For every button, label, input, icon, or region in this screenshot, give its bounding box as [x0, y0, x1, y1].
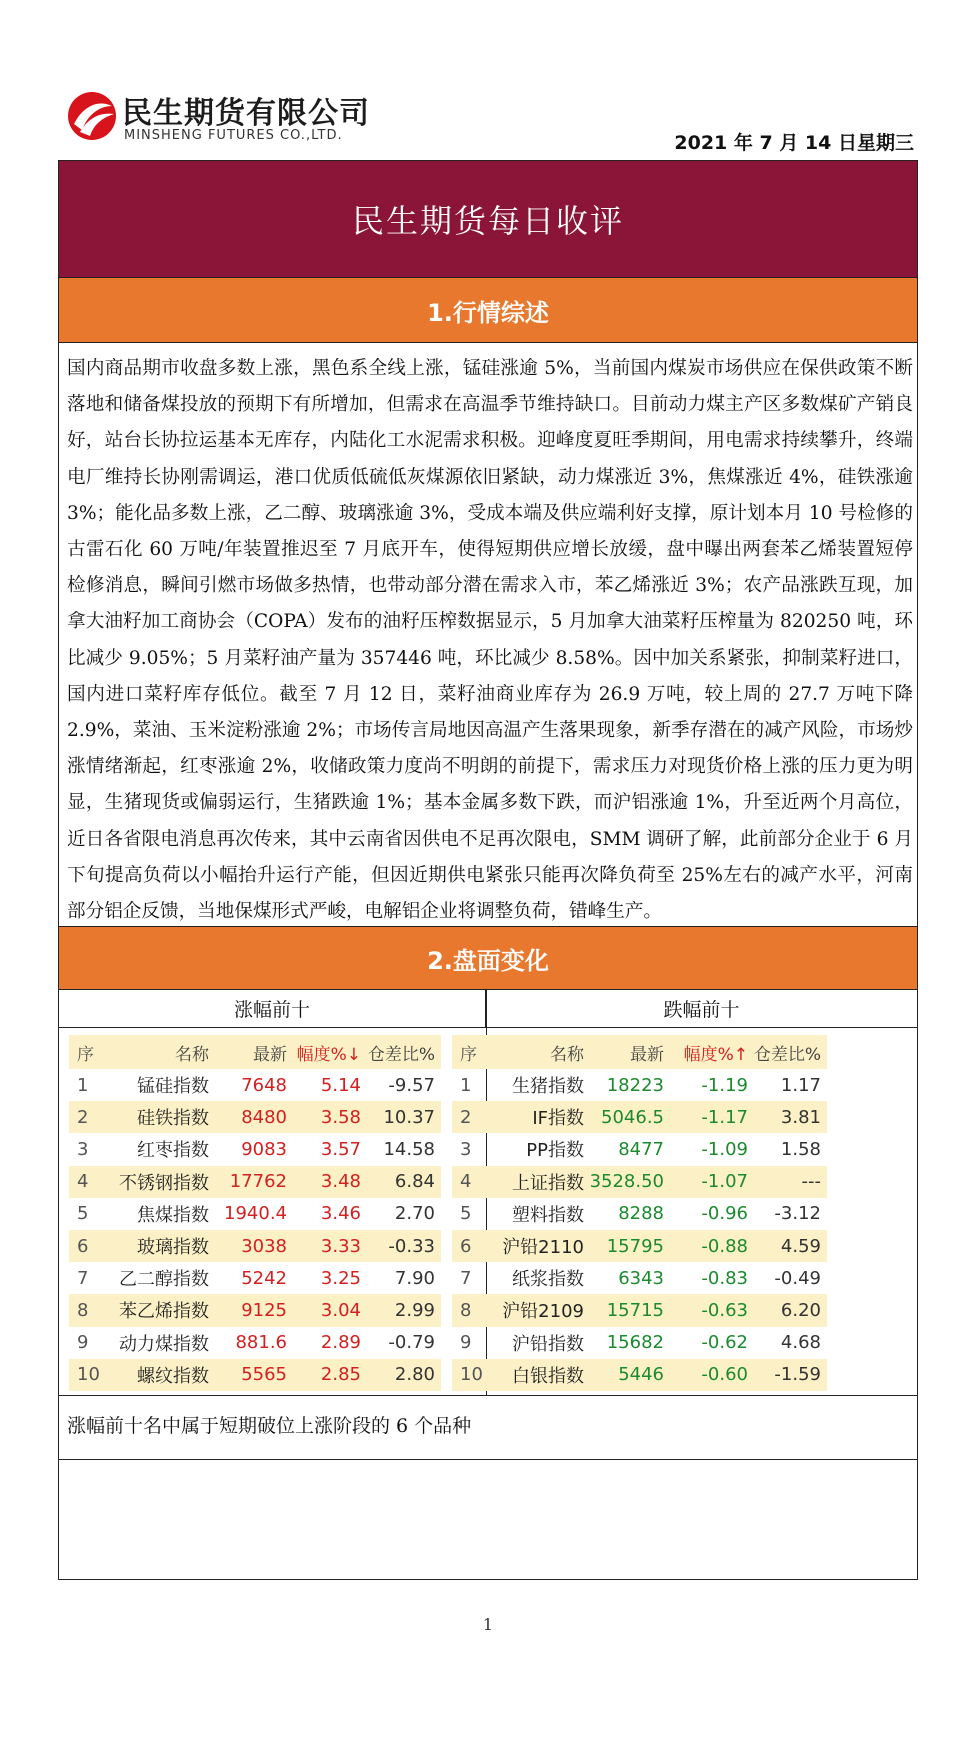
row-name: 纸浆指数 [512, 1269, 584, 1291]
col-change [664, 1040, 748, 1065]
row-oi-ratio: 1.17 [780, 1074, 821, 1096]
row-oi-ratio: 14.58 [383, 1138, 435, 1160]
table-row [69, 1230, 441, 1262]
row-last-price: 8477 [618, 1138, 664, 1160]
row-name: 沪铅2109 [502, 1301, 584, 1323]
table-row [452, 1230, 827, 1262]
page-number: 1 [482, 1615, 494, 1634]
col-change-label: 幅度% [296, 1044, 347, 1065]
row-index: 10 [77, 1364, 100, 1386]
row-oi-ratio: 10.37 [383, 1106, 435, 1128]
table-row [69, 1262, 441, 1294]
row-index: 4 [77, 1171, 89, 1193]
report-date: 2021 年 7 月 14 日星期三 [674, 132, 914, 154]
col-last: 最新 [253, 1044, 287, 1065]
table-row [452, 1294, 827, 1326]
row-last-price: 18223 [606, 1074, 664, 1096]
table-row [69, 1327, 441, 1359]
row-last-price: 7648 [241, 1074, 287, 1096]
row-change: 3.57 [320, 1138, 361, 1160]
col-oi-ratio: 仓差比% [753, 1044, 821, 1065]
row-name: 沪铅指数 [512, 1333, 584, 1355]
row-last-price: 5242 [241, 1267, 287, 1289]
row-last-price: 17762 [229, 1171, 287, 1193]
row-name: 白银指数 [512, 1365, 584, 1387]
table-row [452, 1262, 827, 1294]
table-row [69, 1198, 441, 1230]
row-name: 不锈钢指数 [119, 1172, 209, 1194]
table-row [452, 1166, 827, 1198]
row-name: 锰硅指数 [137, 1076, 209, 1098]
row-last-price: 15795 [606, 1235, 664, 1257]
table-row [452, 1327, 827, 1359]
market-overview-text: 国内商品期市收盘多数上涨，黑色系全线上涨，锰硅涨逾 5%，当前国内煤炭市场供应在保供政策不断落地和储备煤投放的预期下有所增加，但需求在高温季节维持缺口。目前动力煤主产区多数煤矿产销良好，站台长协拉运基本无库存，内陆化工水泥需求积极。迎峰度夏旺季期间，用电需求持续攀升，终端电厂维持长协刚需调运，港口优质低硫低灰煤源依旧紧缺，动力煤涨近 3%，焦煤涨近 4%，硅铁涨逾 3%；能化品多数上涨，乙二醇、玻璃涨逾 3%，受成本端及供应端利好支撑，原计划本月 10 号检修的古雷石化 60 万吨/年装置推迟至 7 月底开车，使得短期供应增长放缓，盘中曝出两套苯乙烯装置短停检修消息，瞬间引燃市场做多热情，也带动部分潜在需求入市，苯乙烯涨近 3%；农产品涨跌互现，加拿大油籽加工商协会（COPA）发布的油籽压榨数据显示，5 月加拿大油菜籽压榨量为 820250 吨，环比减少 9.05%；5 月菜籽油产量为 357446 吨，环比减少 8.58%。因中加关系紧张，抑制菜籽进口，国内进口菜籽库存低位。截至 7 月 12 日，菜籽油商业库存为 26.9 万吨，较上周的 27.7 万吨下降 2.9%，菜油、玉米淀粉涨逾 2%；市场传言局地因高温产生落果现象，新季存潜在的减产风险，市场炒涨情绪渐起，红枣涨逾 2%，收储政策力度尚不明朗的前提下，需求压力对现货价格上涨的压力更为明显，生猪现货或偏弱运行，生猪跌逾 1%；基本金属多数下跌，而沪铝涨逾 1%，升至近两个月高位，近日各省限电消息再次传来，其中云南省因供电不足再次限电，SMM 调研了解，此前部分企业于 6 月下旬提高负荷以小幅抬升运行产能，但因近期供电紧张只能再次降负荷至 25%左右的减产水平，河南部分铝企反馈，当地保煤形式严峻，电解铝企业将调整负荷，错峰生产。 [67, 358, 913, 923]
table-row [452, 1133, 827, 1165]
gainers-table [69, 1035, 441, 1391]
row-oi-ratio: -0.49 [774, 1267, 821, 1289]
row-index: 8 [460, 1299, 472, 1321]
row-last-price: 5446 [618, 1364, 664, 1386]
row-name: 沪铅2110 [502, 1237, 584, 1259]
row-change: 3.46 [320, 1203, 361, 1225]
row-index: 3 [460, 1138, 472, 1160]
row-change: 3.04 [320, 1299, 361, 1321]
row-index: 4 [460, 1171, 472, 1193]
row-oi-ratio: -3.12 [774, 1203, 821, 1225]
row-name: 上证指数 [512, 1172, 584, 1194]
row-last-price: 5046.5 [601, 1106, 664, 1128]
col-change-label: 幅度% [683, 1044, 734, 1065]
losers-header-row [452, 1035, 827, 1069]
row-name: 塑料指数 [512, 1204, 584, 1226]
losers-table [452, 1035, 827, 1391]
report-title: 民生期货每日收评 [59, 161, 917, 277]
row-name: 动力煤指数 [119, 1333, 209, 1355]
row-last-price: 3038 [241, 1235, 287, 1257]
row-index: 10 [460, 1364, 483, 1386]
row-change: 2.85 [320, 1364, 361, 1386]
row-index: 8 [77, 1299, 89, 1321]
table-row [452, 1101, 827, 1133]
row-change: -1.19 [701, 1074, 748, 1096]
table-row [452, 1359, 827, 1391]
row-change: 5.14 [320, 1074, 361, 1096]
table-row [69, 1101, 441, 1133]
row-last-price: 9083 [241, 1138, 287, 1160]
row-change: -0.62 [701, 1332, 748, 1354]
row-index: 5 [460, 1203, 472, 1225]
company-logo [66, 88, 370, 154]
row-oi-ratio: -1.59 [774, 1364, 821, 1386]
row-change: -1.17 [701, 1106, 748, 1128]
row-oi-ratio: 4.68 [780, 1332, 821, 1354]
row-index: 7 [460, 1267, 472, 1289]
row-name: 红枣指数 [137, 1140, 209, 1162]
col-name: 名称 [550, 1044, 584, 1065]
row-change: 3.33 [320, 1235, 361, 1257]
section-board-changes: 2.盘面变化 [59, 926, 917, 990]
col-last: 最新 [630, 1044, 664, 1065]
row-name: 玻璃指数 [137, 1237, 209, 1259]
row-last-price: 15715 [606, 1299, 664, 1321]
row-oi-ratio: 6.20 [780, 1299, 821, 1321]
row-last-price: 9125 [241, 1299, 287, 1321]
minsheng-logo-icon [66, 90, 118, 142]
row-index: 6 [77, 1235, 89, 1257]
row-last-price: 8480 [241, 1106, 287, 1128]
row-name: 螺纹指数 [137, 1365, 209, 1387]
row-change: 3.58 [320, 1106, 361, 1128]
gainers-heading: 涨幅前十 [59, 990, 486, 1028]
row-last-price: 15682 [606, 1332, 664, 1354]
row-oi-ratio: -0.33 [388, 1235, 435, 1257]
row-name: 苯乙烯指数 [119, 1301, 209, 1323]
table-row [69, 1133, 441, 1165]
row-name: 焦煤指数 [137, 1204, 209, 1226]
row-index: 1 [460, 1074, 472, 1096]
col-index: 序 [77, 1044, 94, 1065]
row-change: -0.63 [701, 1299, 748, 1321]
row-index: 9 [77, 1332, 89, 1354]
row-oi-ratio: 3.81 [780, 1106, 821, 1128]
table-row [69, 1359, 441, 1391]
row-oi-ratio: 6.84 [394, 1171, 435, 1193]
col-name: 名称 [175, 1044, 209, 1065]
divider-line [59, 1459, 917, 1460]
row-last-price: 881.6 [235, 1332, 287, 1354]
row-name: 乙二醇指数 [119, 1269, 209, 1291]
row-index: 5 [77, 1203, 89, 1225]
row-change: -0.60 [701, 1364, 748, 1386]
row-name: PP指数 [526, 1140, 584, 1162]
company-name-en: MINSHENG FUTURES CO.,LTD. [124, 128, 343, 143]
row-oi-ratio: 7.90 [394, 1267, 435, 1289]
col-index: 序 [460, 1044, 477, 1065]
col-change [287, 1040, 361, 1065]
row-index: 2 [77, 1106, 89, 1128]
table-row [452, 1198, 827, 1230]
losers-heading: 跌幅前十 [486, 990, 917, 1028]
row-change: 3.48 [320, 1171, 361, 1193]
row-oi-ratio: 1.58 [780, 1138, 821, 1160]
row-change: -1.09 [701, 1138, 748, 1160]
row-oi-ratio: 2.80 [394, 1364, 435, 1386]
row-last-price: 1940.4 [224, 1203, 287, 1225]
row-change: -0.83 [701, 1267, 748, 1289]
row-change: -0.88 [701, 1235, 748, 1257]
row-oi-ratio: 2.99 [394, 1299, 435, 1321]
row-last-price: 8288 [618, 1203, 664, 1225]
sort-up-icon: ↑ [733, 1044, 748, 1065]
table-row [69, 1069, 441, 1101]
row-index: 2 [460, 1106, 472, 1128]
divider-line [59, 1395, 917, 1396]
section-market-overview: 1.行情综述 [59, 277, 917, 343]
row-oi-ratio: 4.59 [780, 1235, 821, 1257]
company-name-cn: 民生期货有限公司 [122, 96, 370, 131]
row-name: 生猪指数 [512, 1076, 584, 1098]
row-oi-ratio: -9.57 [388, 1074, 435, 1096]
row-index: 9 [460, 1332, 472, 1354]
row-name: 硅铁指数 [137, 1108, 209, 1130]
row-index: 7 [77, 1267, 89, 1289]
row-last-price: 6343 [618, 1267, 664, 1289]
row-change: -1.07 [701, 1171, 748, 1193]
report-frame [58, 160, 918, 1580]
breakout-note: 涨幅前十名中属于短期破位上涨阶段的 6 个品种 [67, 1415, 472, 1437]
col-oi-ratio: 仓差比% [367, 1044, 435, 1065]
row-change: -0.96 [701, 1203, 748, 1225]
row-change: 2.89 [320, 1332, 361, 1354]
table-row [452, 1069, 827, 1101]
row-oi-ratio: 2.70 [394, 1203, 435, 1225]
row-index: 1 [77, 1074, 89, 1096]
sort-down-icon: ↓ [346, 1044, 361, 1065]
row-last-price: 3528.50 [589, 1171, 664, 1193]
gainers-header-row [69, 1035, 441, 1069]
row-last-price: 5565 [241, 1364, 287, 1386]
table-row [69, 1294, 441, 1326]
row-index: 6 [460, 1235, 472, 1257]
table-row [69, 1166, 441, 1198]
row-oi-ratio: -0.79 [388, 1332, 435, 1354]
row-name: IF指数 [532, 1108, 584, 1130]
row-oi-ratio: --- [801, 1171, 821, 1193]
row-change: 3.25 [320, 1267, 361, 1289]
row-index: 3 [77, 1138, 89, 1160]
